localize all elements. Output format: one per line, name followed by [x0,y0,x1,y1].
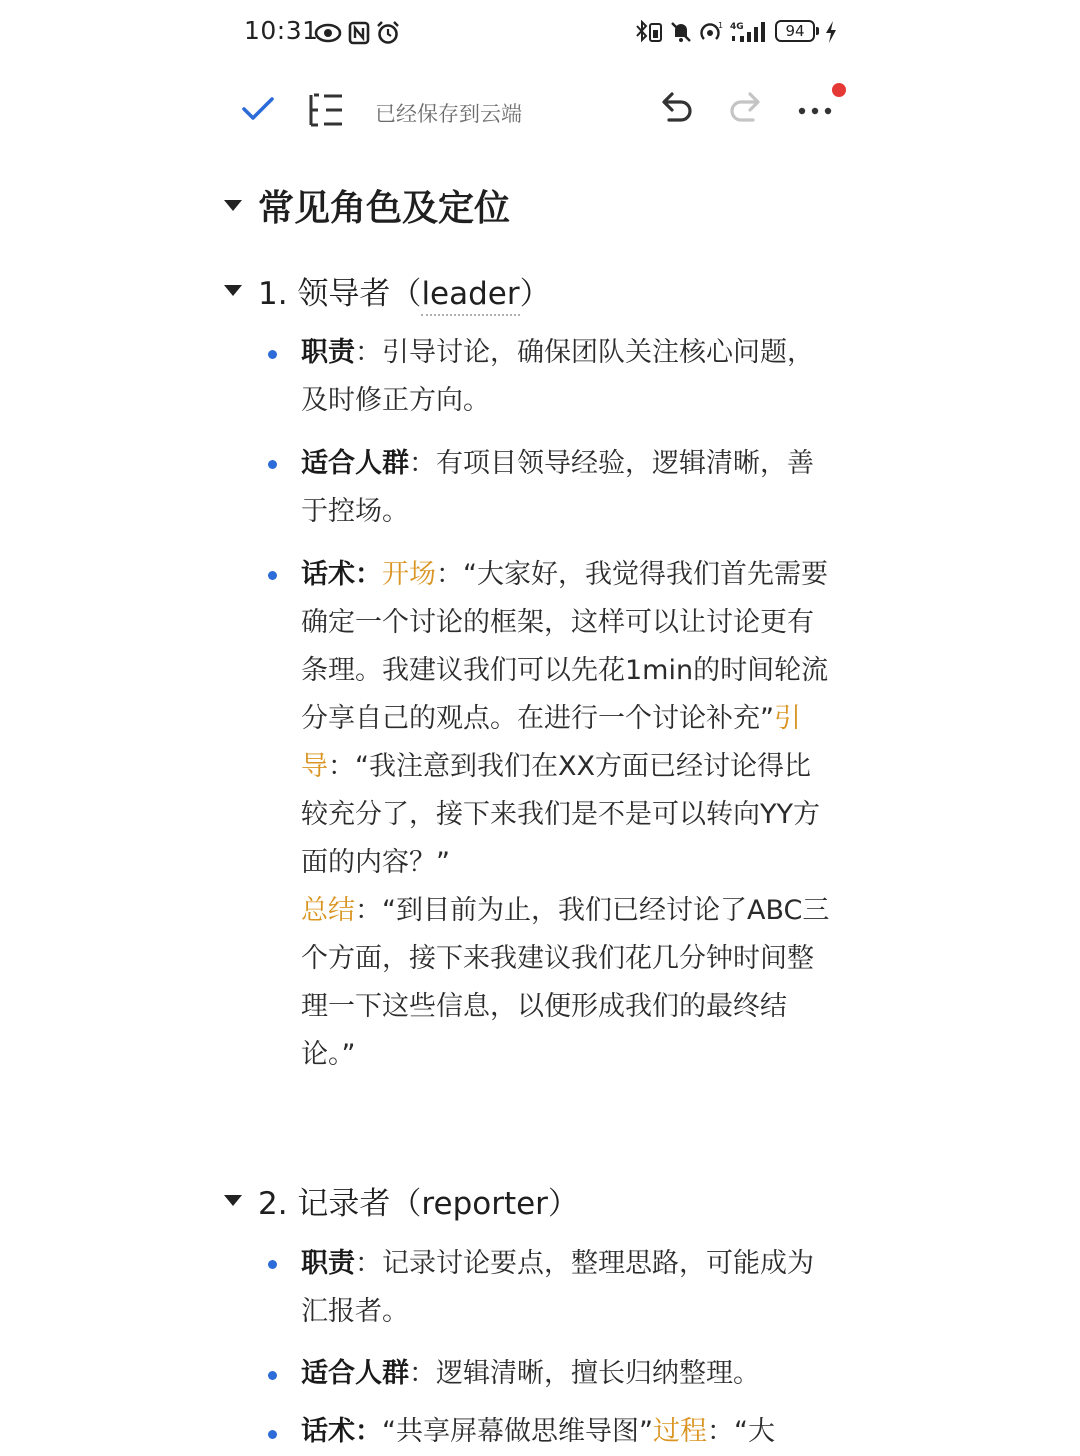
network-label: 4G [730,22,744,32]
hotspot-icon [698,20,724,48]
bullet-dot [268,460,277,469]
svg-text:1: 1 [718,21,724,30]
more-button[interactable] [792,92,838,128]
battery-level: 94 [785,22,805,40]
section-heading: 2. 记录者（reporter） [258,1186,579,1222]
bullet-dot [268,571,277,580]
more-icon [797,101,833,120]
bullet-dot [268,1371,277,1380]
script-tag-summary: 总结 [301,895,355,926]
script-text-guide: “我注意到我们在XX方面已经讨论得比较充分了，接下来我们是不是可以转向YY方面的内容？” [301,751,820,878]
undo-button[interactable] [654,88,698,132]
item-label: 职责 [301,337,355,368]
item-sep: ： [355,1248,382,1279]
eye-icon [314,20,342,50]
script-text-summary: “到目前为止，我们已经讨论了ABC三个方面，接下来我建议我们花几分钟时间整理一下这些信息，以便形成我们的最终结论。” [301,895,830,1070]
battery-indicator [775,20,815,42]
item-sep: ： [409,1358,436,1389]
list-item [301,329,831,425]
item-sep: ： [436,559,463,590]
item-label: 话术： [301,1416,382,1447]
collapse-caret-icon[interactable] [224,200,242,211]
signal-4g-icon [730,20,770,48]
check-icon [241,96,275,126]
item-sep: ： [355,337,382,368]
list-item [301,1350,831,1398]
list-item [301,440,831,536]
editor-toolbar [0,78,1080,144]
script-tag-process: 过程 [652,1416,707,1447]
item-text: 有项目领导经验，逻辑清晰，善于控场。 [301,448,814,527]
item-label: 适合人群 [301,1358,409,1389]
bullet-dot [268,1430,277,1439]
item-label: 职责 [301,1248,355,1279]
collapse-caret-icon[interactable] [224,1195,242,1206]
script-tag-opening: 开场 [382,559,436,590]
redo-icon [727,90,765,130]
bluetooth-battery-icon [634,20,664,48]
redo-button[interactable] [724,88,768,132]
status-bar [0,0,1080,68]
alarm-icon [376,20,400,50]
section-heading-prefix: 1. 领导者（ [258,276,422,312]
section-heading-term: leader [421,276,519,316]
list-item [301,551,831,1079]
script-tag-guide: 引导 [301,703,801,782]
nfc-icon [348,20,370,50]
item-label: 话术： [301,559,382,590]
outline-button[interactable] [302,90,348,134]
item-text: “共享屏幕做思维导图” [382,1416,653,1447]
status-time: 10:31 [244,16,319,45]
item-label: 适合人群 [301,448,409,479]
item-sep: ： [355,895,382,926]
item-tail: “大 [733,1416,775,1447]
undo-icon [657,90,695,130]
item-sep: ： [409,448,436,479]
collapse-caret-icon[interactable] [224,285,242,296]
charging-icon [824,20,838,48]
section-heading [258,268,551,313]
item-text: 逻辑清晰，擅长归纳整理。 [436,1358,760,1389]
item-text: 记录讨论要点，整理思路，可能成为汇报者。 [301,1248,814,1327]
item-sep: ： [706,1416,734,1447]
item-sep: ： [328,751,355,782]
status-left-icons [314,20,400,50]
document-title: 常见角色及定位 [258,188,511,229]
bullet-dot [268,350,277,359]
item-text: 引导讨论，确保团队关注核心问题，及时修正方向。 [301,337,814,416]
bullet-dot [268,1260,277,1269]
section-2-heading [224,1178,579,1223]
title-heading [224,180,510,231]
script-text-opening: “大家好，我觉得我们首先需要确定一个讨论的框架，这样可以让讨论更有条理。我建议我们可以先花1min的时间轮流分享自己的观点。在进行一个讨论补充” [301,559,829,734]
section-heading-suffix: ） [519,276,551,312]
save-status: 已经保存到云端 [375,102,522,126]
outline-list-icon [306,92,344,132]
section-1-heading [224,268,551,313]
mute-icon [670,20,692,48]
battery-tip [816,27,819,35]
list-item [301,1240,831,1336]
list-item [301,1408,841,1456]
notification-dot [832,83,846,97]
status-right-icons [634,20,770,48]
done-button[interactable] [236,91,280,131]
